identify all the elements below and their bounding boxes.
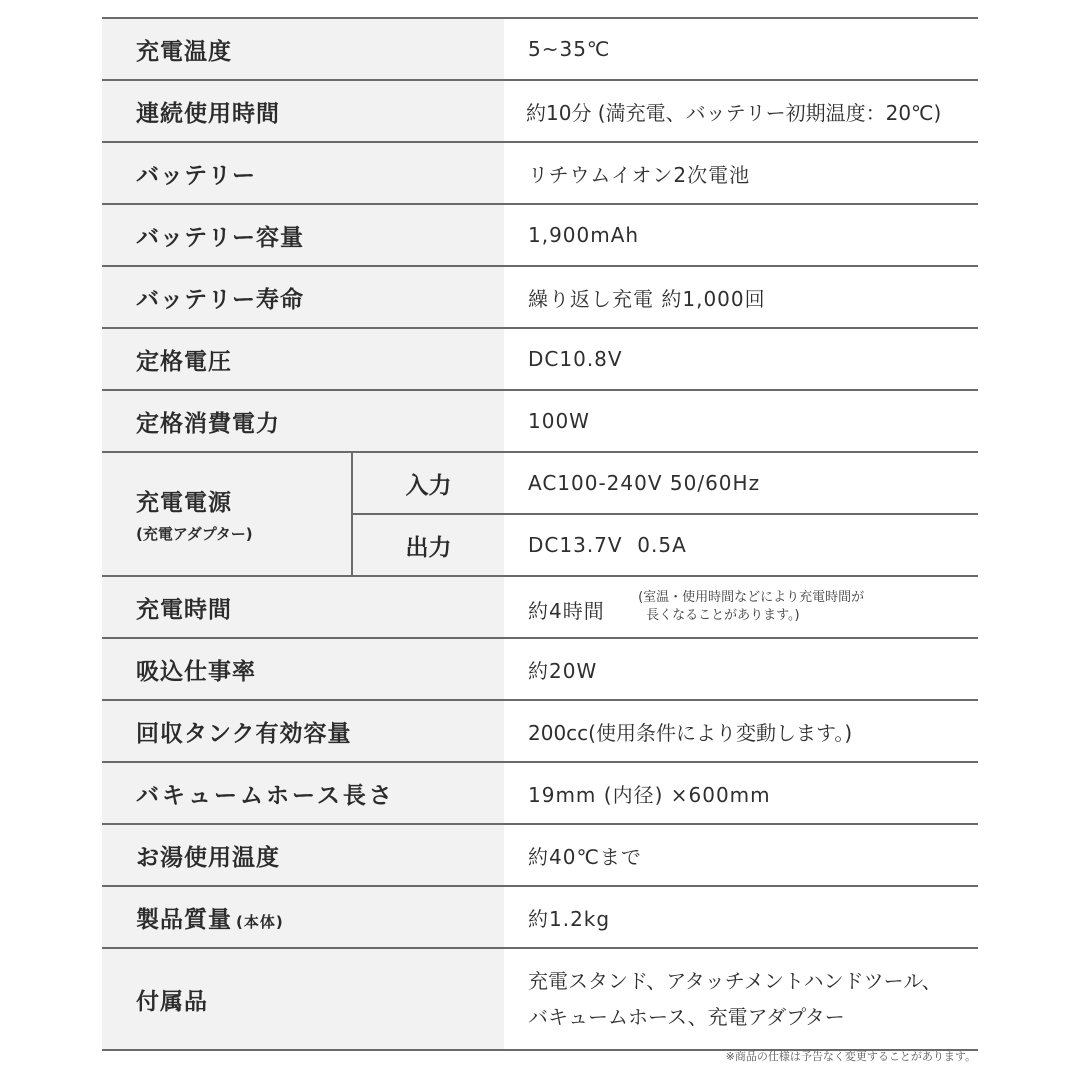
accessories-label: 付属品 <box>102 948 504 1050</box>
spec-label: バッテリー寿命 <box>102 266 504 328</box>
spec-row-charge-time <box>102 576 978 638</box>
spec-value: リチウムイオン2次電池 <box>504 142 978 204</box>
spec-row-weight <box>102 886 978 948</box>
spec-label: 定格電圧 <box>102 328 504 390</box>
spec-value: 約40℃まで <box>504 824 978 886</box>
weight-label: 製品質量 <box>136 906 232 933</box>
spec-row-hot-water-temperature <box>102 824 978 886</box>
input-value: AC100-240V 50/60Hz <box>504 452 978 514</box>
accessories-value-line2: バキュームホース、充電アダプター <box>528 1005 845 1029</box>
accessories-value-line1: 充電スタンド、アタッチメントハンドツール、 <box>528 969 942 993</box>
spec-label: バキュームホース長さ <box>102 762 504 824</box>
weight-label-cell <box>102 886 504 948</box>
spec-row-charging-input <box>102 452 978 514</box>
spec-label: バッテリー容量 <box>102 204 504 266</box>
spec-row-charging-temperature <box>102 18 978 80</box>
charge-time-note-line1: (室温・使用時間などにより充電時間が <box>638 590 865 605</box>
spec-label: 吸込仕事率 <box>102 638 504 700</box>
weight-value: 約1.2kg <box>504 886 978 948</box>
spec-value: DC10.8V <box>504 328 978 390</box>
charge-time-note <box>638 589 864 625</box>
spec-value: 約10分 (満充電、バッテリー初期温度：20℃) <box>504 80 978 142</box>
spec-row-accessories <box>102 948 978 1050</box>
spec-label: お湯使用温度 <box>102 824 504 886</box>
charging-source-sub-label: (充電アダプター) <box>136 525 253 543</box>
charging-source-label-cell <box>102 452 352 576</box>
input-label: 入力 <box>352 452 504 514</box>
spec-value: 1,900mAh <box>504 204 978 266</box>
spec-table <box>102 17 978 1051</box>
spec-value: 100W <box>504 390 978 452</box>
spec-label: 定格消費電力 <box>102 390 504 452</box>
spec-row-continuous-use-time <box>102 80 978 142</box>
charge-time-value: 約4時間 <box>528 599 605 623</box>
spec-label: 回収タンク有効容量 <box>102 700 504 762</box>
spec-row-battery-life <box>102 266 978 328</box>
spec-value: 約20W <box>504 638 978 700</box>
spec-value: 19mm (内径) ×600mm <box>504 762 978 824</box>
spec-label: 充電温度 <box>102 18 504 80</box>
spec-value: 5~35℃ <box>504 18 978 80</box>
spec-row-suction-power <box>102 638 978 700</box>
output-value: DC13.7V 0.5A <box>504 514 978 576</box>
weight-sub-label: (本体) <box>236 912 284 931</box>
output-label: 出力 <box>352 514 504 576</box>
spec-label: 充電時間 <box>102 576 504 638</box>
spec-row-rated-power <box>102 390 978 452</box>
spec-label: 連続使用時間 <box>102 80 504 142</box>
spec-row-hose-length <box>102 762 978 824</box>
spec-row-battery-capacity <box>102 204 978 266</box>
charge-time-value-cell <box>504 576 978 638</box>
spec-value: 繰り返し充電 約1,000回 <box>504 266 978 328</box>
spec-label: バッテリー <box>102 142 504 204</box>
spec-row-tank-capacity <box>102 700 978 762</box>
spec-footnote: ※商品の仕様は予告なく変更することがあります。 <box>725 1050 976 1063</box>
charge-time-note-line2: 長くなることがあります。) <box>646 608 800 623</box>
spec-row-battery <box>102 142 978 204</box>
spec-row-rated-voltage <box>102 328 978 390</box>
accessories-value-cell <box>504 948 978 1050</box>
spec-value: 200cc(使用条件により変動します。) <box>504 700 978 762</box>
charging-source-label: 充電電源 <box>136 490 232 516</box>
